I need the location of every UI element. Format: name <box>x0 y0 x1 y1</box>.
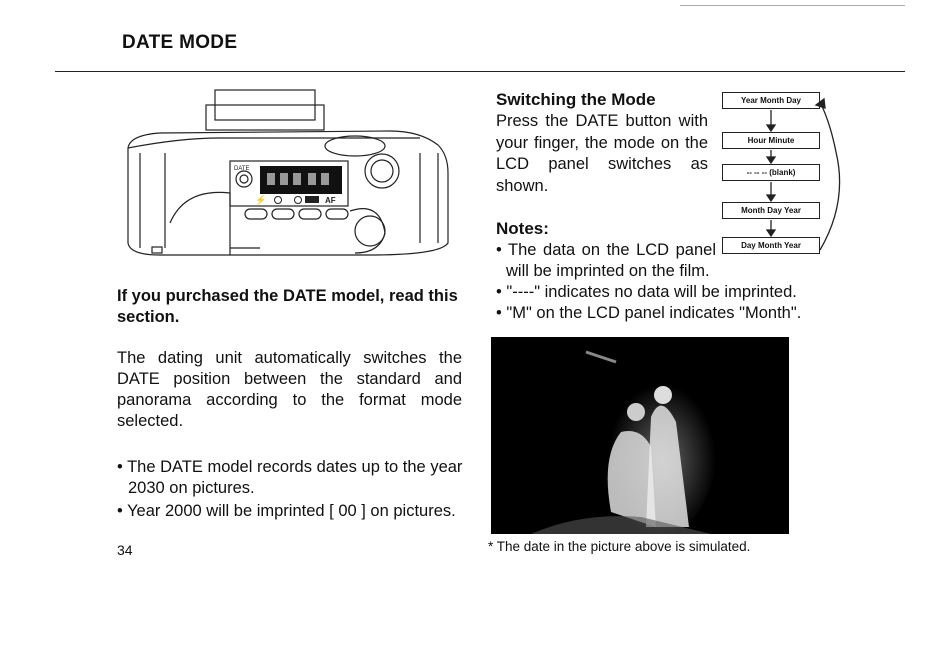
photo-caption: * The date in the picture above is simulated. <box>488 539 751 554</box>
switching-body: Press the DATE button with your finger, the mode on the LCD panel switches as shown. <box>496 112 708 195</box>
mode-box-month-day-year: Month Day Year <box>722 202 820 219</box>
section-heading: If you purchased the DATE model, read this section. <box>117 287 458 326</box>
list-item: • "----" indicates no data will be imprinted. <box>496 283 797 301</box>
list-item: • The data on the LCD panel will be imprinted on the film. <box>496 241 716 280</box>
lcd-date-label: DATE <box>234 166 250 172</box>
camera-illustration <box>120 83 460 268</box>
mode-box-year-month-day: Year Month Day <box>722 92 820 109</box>
sample-photo <box>491 337 789 534</box>
page-title: DATE MODE <box>122 32 238 53</box>
date-model-bullets <box>117 457 467 524</box>
list-item: • The DATE model records dates up to the year 2030 on pictures. <box>117 458 463 497</box>
title-divider <box>55 71 905 72</box>
mode-box-hour-minute: Hour Minute <box>722 132 820 149</box>
page-number: 34 <box>117 542 133 558</box>
mode-box-blank: -- -- -- (blank) <box>722 164 820 181</box>
lcd-af-label: AF <box>325 196 336 205</box>
header-decoration-line <box>680 5 905 6</box>
list-item: • "M" on the LCD panel indicates "Month". <box>496 304 802 322</box>
list-item: • Year 2000 will be imprinted [ 00 ] on pictures. <box>117 502 456 520</box>
notes-list <box>490 240 835 324</box>
mode-box-day-month-year: Day Month Year <box>722 237 820 254</box>
notes-heading: Notes: <box>496 219 549 238</box>
intro-paragraph: The dating unit automatically switches the DATE position between the standard and panorama according to the format mode selected. <box>117 349 462 430</box>
svg-text:⚡: ⚡ <box>255 195 267 205</box>
switching-heading: Switching the Mode <box>496 90 656 109</box>
